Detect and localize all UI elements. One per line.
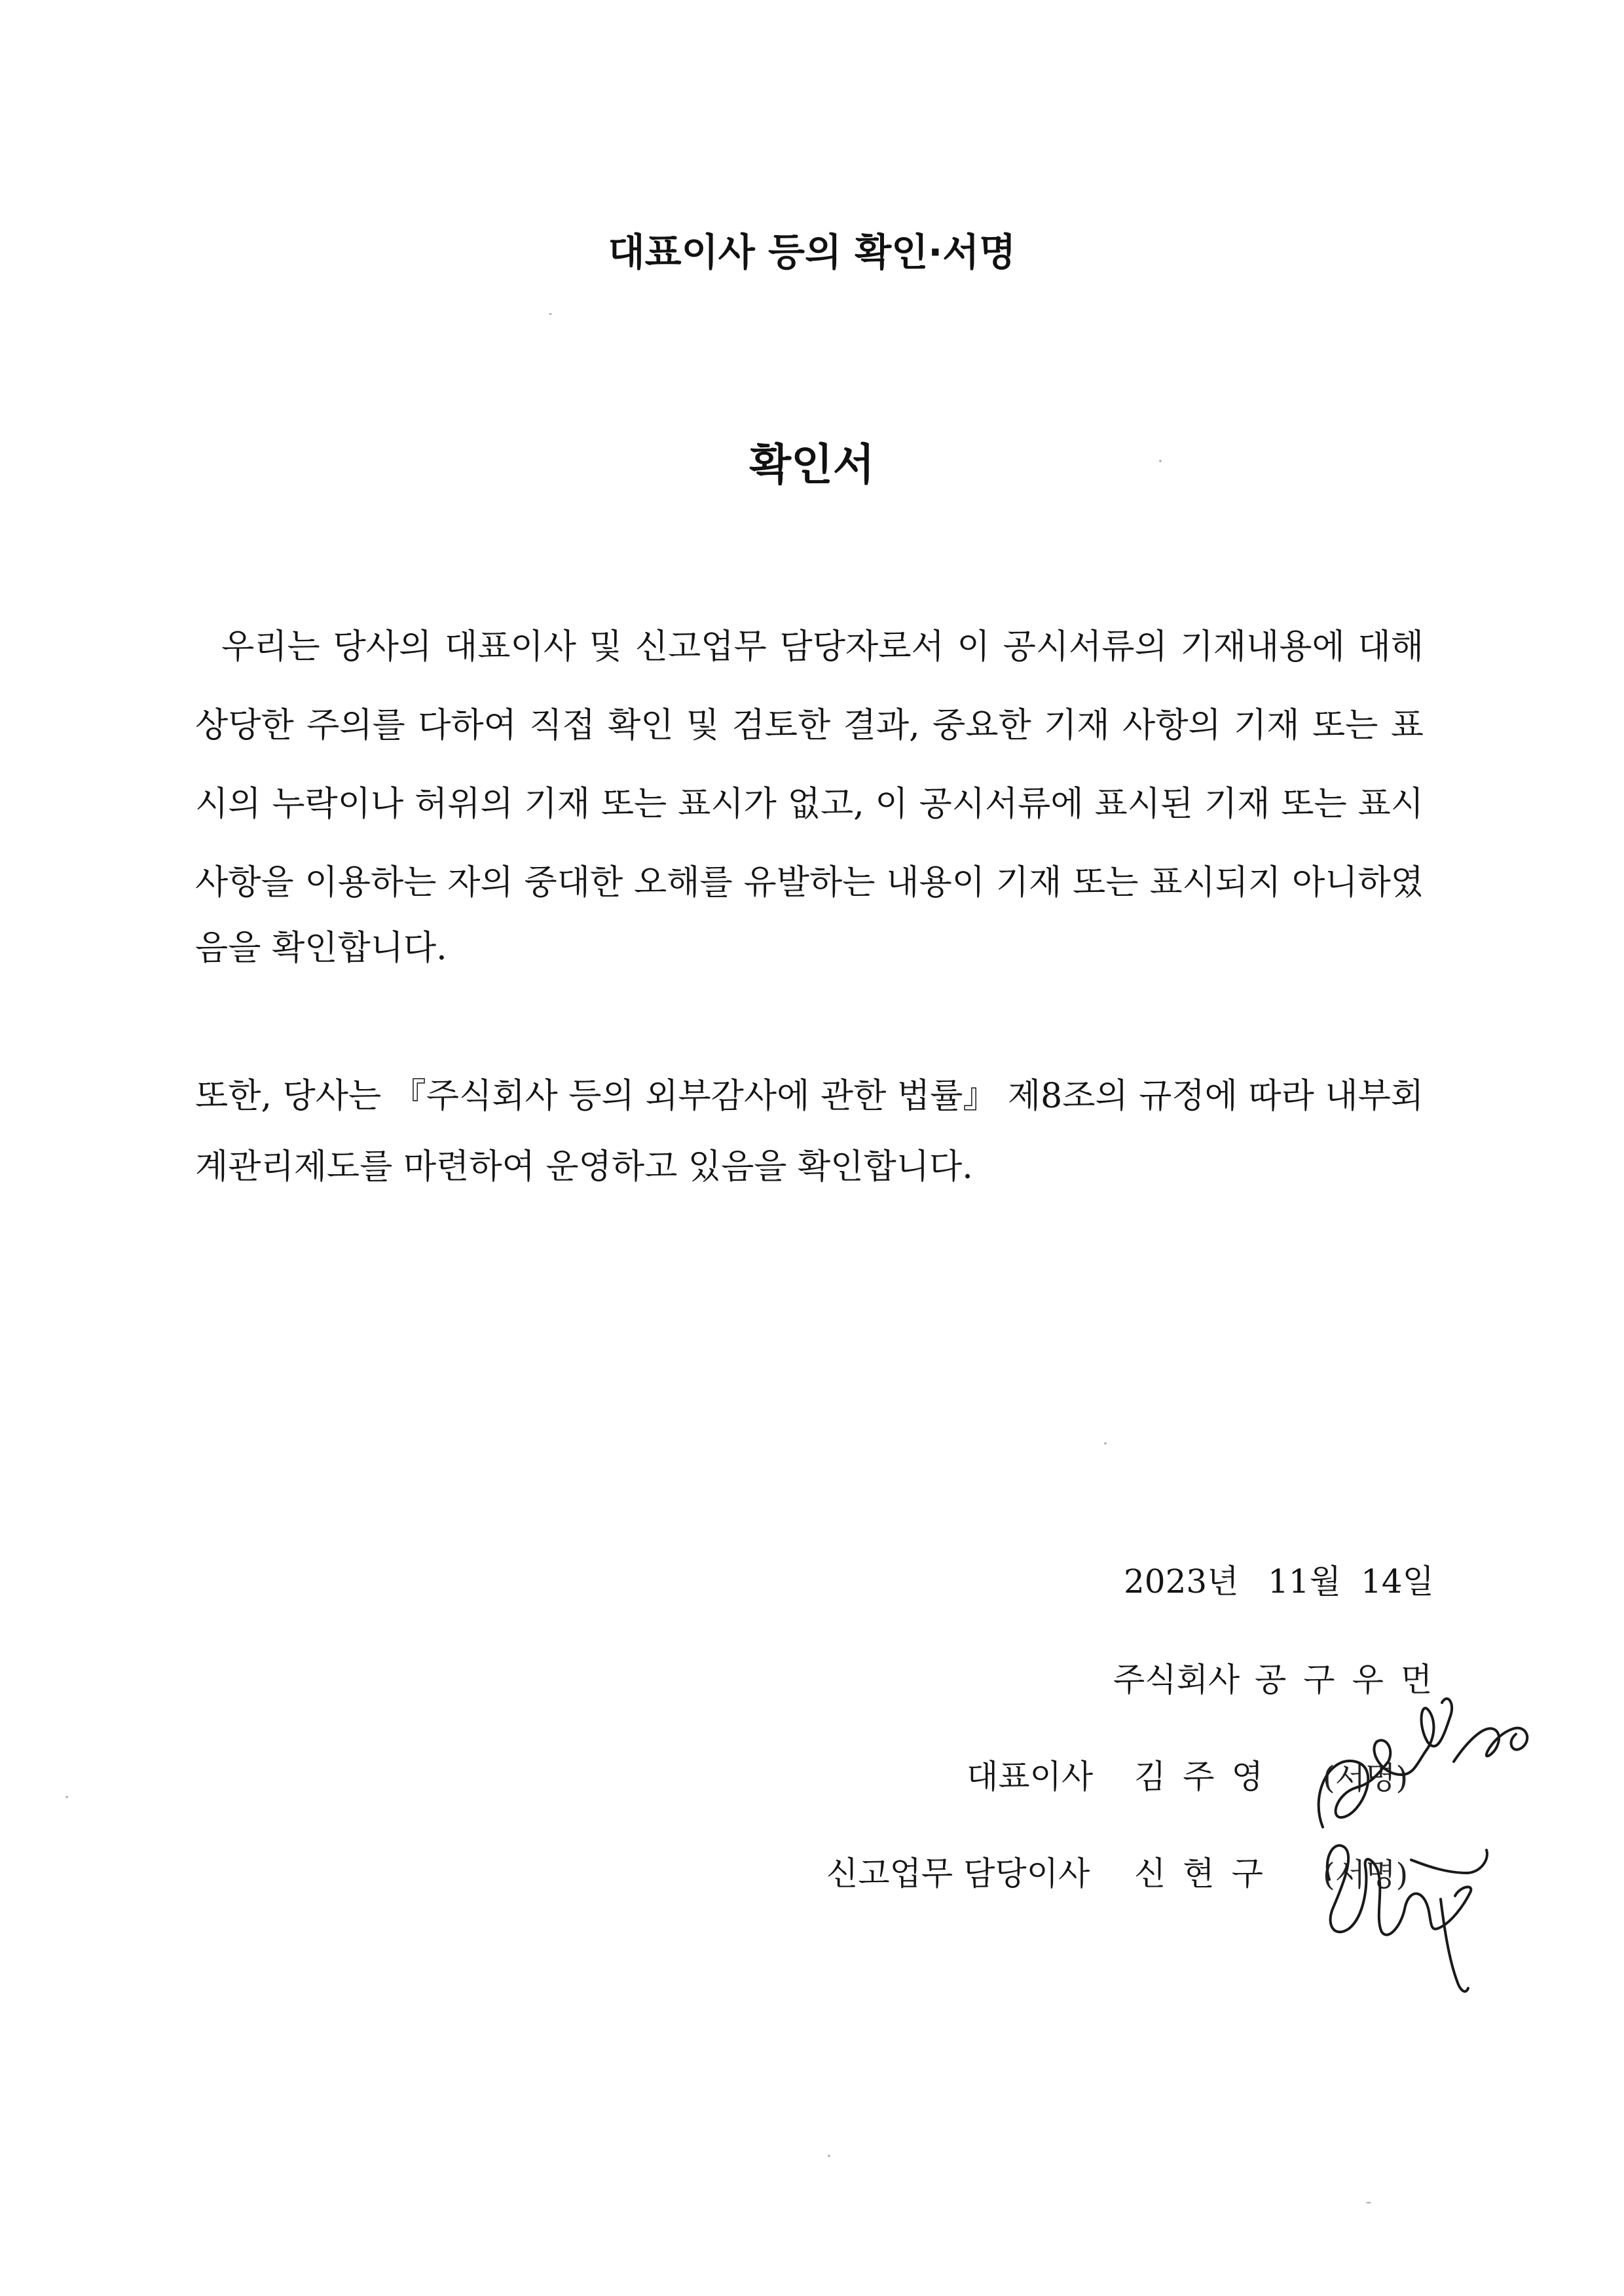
ceo-title: 대표이사 [967, 1758, 1094, 1796]
paragraph-line: 우리는 당사의 대표이사 및 신고업무 담당자로서 이 공시서류의 기재내용에 대해 [221, 627, 1424, 667]
scan-speck [1104, 1442, 1107, 1445]
date-month: 11월 [1268, 1563, 1341, 1601]
handwritten-signatures [1303, 1663, 1565, 2004]
document-subtitle: 확인서 [749, 439, 875, 490]
scan-speck [828, 2155, 830, 2157]
officer-signature-stroke-2 [1411, 1850, 1487, 1873]
ceo-name: 김주영 [1134, 1758, 1280, 1796]
paragraph-line: 시의 누락이나 허위의 기재 또는 표시가 없고, 이 공시서류에 표시된 기재 또는 표시 [195, 785, 1424, 824]
officer-signature-stroke [1327, 1845, 1471, 1935]
ceo-signature-stroke [1319, 1699, 1452, 1827]
scan-speck [1366, 2202, 1371, 2204]
officer-title: 신고업무 담당이사 [826, 1855, 1090, 1893]
officer-sign-mark: (서명) [1323, 1857, 1409, 1893]
company-name: 공구우먼 [1255, 1661, 1450, 1699]
paragraph-line: 또한, 당사는 『주식회사 등의 외부감사에 관한 법률』 제8조의 규정에 따라 내부회 [195, 1077, 1424, 1116]
paragraph-line: 사항을 이용하는 자의 중대한 오해를 유발하는 내용이 기재 또는 표시되지 아니하였 [195, 863, 1424, 902]
date-year: 2023년 [1124, 1563, 1239, 1601]
paragraph-line: 계관리제도를 마련하여 운영하고 있음을 확인합니다. [195, 1147, 973, 1187]
officer-name: 신현구 [1134, 1855, 1280, 1893]
company-prefix: 주식회사 [1113, 1661, 1240, 1699]
ceo-signature-stroke-2 [1454, 1728, 1527, 1762]
ceo-sign-mark: (서명) [1323, 1760, 1409, 1796]
paragraph-line: 상당한 주의를 다하여 직접 확인 및 검토한 결과, 중요한 기재 사항의 기재 또는 표 [195, 706, 1424, 745]
scan-speck [65, 1796, 68, 1798]
officer-signature-stroke-3 [1441, 1899, 1468, 1991]
paragraph-line: 음을 확인합니다. [195, 929, 447, 968]
date-day: 14일 [1361, 1563, 1434, 1601]
scan-speck [549, 313, 552, 315]
document-title: 대표이사 등의 확인·서명 [608, 230, 1016, 274]
